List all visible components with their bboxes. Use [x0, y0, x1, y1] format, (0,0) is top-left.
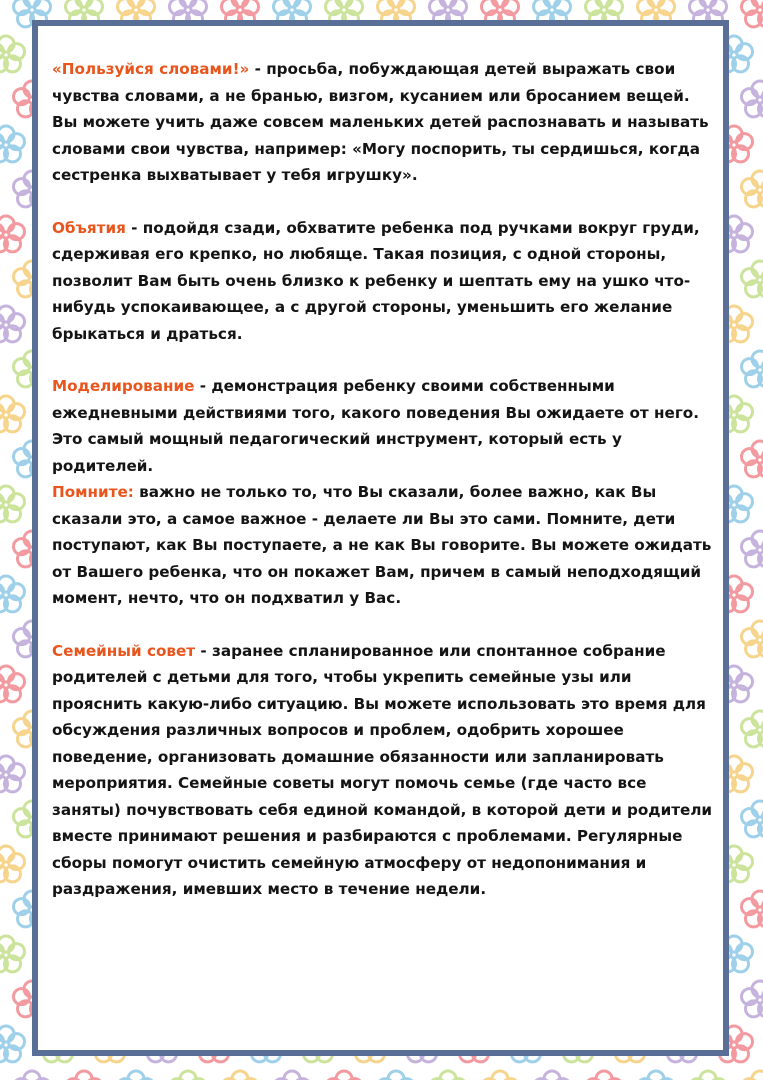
- spacer: [52, 612, 717, 638]
- flower-motif: [742, 1071, 763, 1080]
- text-panel: [32, 20, 729, 1056]
- flower-motif: [0, 1026, 25, 1062]
- flower-motif: [274, 1071, 311, 1080]
- flower-motif: [0, 756, 25, 792]
- flower-motif: [742, 441, 763, 477]
- flower-motif: [14, 1071, 51, 1080]
- flower-motif: [586, 1071, 623, 1080]
- flower-motif: [170, 1071, 207, 1080]
- flower-motif: [482, 1071, 519, 1080]
- paragraph-modeling: [52, 373, 717, 479]
- paragraph-use-words-example: Вы можете учить даже совсем маленьких детей распознавать и называть словами свои чувства, например: «Могу поспорить, ты сердишься, когда сестренка выхватывает у тебя игрушку».: [52, 113, 709, 184]
- article-body: [52, 56, 717, 903]
- flower-motif: [742, 891, 763, 927]
- definition-hugs: - подойдя сзади, обхватите ребенка под ручками вокруг груди, сдерживая его крепко, но любяще. Такая позиция, с одной стороны, позволит Вам быть очень близко к ребенку и шептать ему на ушко что-нибудь успокаивающее, а с другой стороны, уменьшить его желание брыкаться и драться.: [52, 218, 700, 343]
- flower-motif: [742, 351, 763, 387]
- flower-motif: [326, 1071, 363, 1080]
- flower-motif: [0, 306, 25, 342]
- flower-motif: [0, 936, 25, 972]
- definition-modeling: - демонстрация ребенку своими собственными ежедневными действиями того, какого поведения Вы ожидаете от него. Это самый мощный педагогический инструмент, который есть у родителей.: [52, 377, 699, 475]
- term-remember: Помните:: [52, 483, 134, 501]
- flower-motif: [638, 1071, 675, 1080]
- definition-family-council: - заранее спланированное или спонтанное собрание родителей с детьми для того, чтобы укрепить семейные узы или прояснить какую-либо ситуацию. Вы можете использовать это время для обсуждения различных вопросов и проблем, одобрить хорошее поведение, организовать домашние обязанности или запланировать мероприятия. Семейные советы могут помочь семье (где часто все заняты) почувствовать себя единой командой, в которой дети и родители вместе принимают решения и разбираются с проблемами. Регулярные сборы помогут очистить семейную атмосферу от недопонимания и раздражения, имевших место в течение недели.: [52, 641, 713, 898]
- flower-motif: [742, 981, 763, 1017]
- flower-motif: [742, 801, 763, 837]
- term-modeling: Моделирование: [52, 377, 195, 395]
- flower-motif: [742, 711, 763, 747]
- flower-motif: [0, 396, 25, 432]
- flower-motif: [0, 126, 25, 162]
- flower-motif: [430, 1071, 467, 1080]
- flower-motif: [118, 1071, 155, 1080]
- flower-motif: [742, 0, 763, 27]
- flower-motif: [378, 1071, 415, 1080]
- definition-use-words: - просьба, побуждающая детей выражать свои чувства словами, а не бранью, визгом, кусанием или бросанием вещей.: [52, 60, 690, 105]
- spacer: [52, 189, 717, 215]
- flower-motif: [690, 1071, 727, 1080]
- flower-motif: [0, 846, 25, 882]
- flower-motif: [0, 576, 25, 612]
- flower-motif: [0, 666, 25, 702]
- flower-motif: [742, 81, 763, 117]
- flower-motif: [742, 261, 763, 297]
- flower-motif: [66, 1071, 103, 1080]
- flower-motif: [0, 486, 25, 522]
- flower-motif: [0, 216, 25, 252]
- term-family-council: Семейный совет: [52, 641, 196, 660]
- term-use-words: «Пользуйся словами!»: [52, 60, 250, 78]
- flower-motif: [222, 1071, 259, 1080]
- flower-motif: [0, 36, 25, 72]
- term-hugs: Объятия: [52, 218, 126, 237]
- spacer: [52, 347, 717, 373]
- paragraph-use-words: [52, 56, 717, 109]
- flower-motif: [534, 1071, 571, 1080]
- paragraph-family-council: [52, 638, 717, 903]
- flower-motif: [742, 531, 763, 567]
- flower-motif: [742, 171, 763, 207]
- flower-motif: [742, 621, 763, 657]
- paragraph-hugs: [52, 215, 717, 348]
- paragraph-remember: [52, 479, 717, 612]
- definition-remember: важно не только то, что Вы сказали, более важно, как Вы сказали это, а самое важное - делаете ли Вы это сами. Помните, дети поступают, как Вы поступаете, а не как Вы говорите. Вы можете ожидать от Вашего ребенка, что он покажет Вам, причем в самый неподходящий момент, нечто, что он подхватил у Вас.: [52, 483, 712, 607]
